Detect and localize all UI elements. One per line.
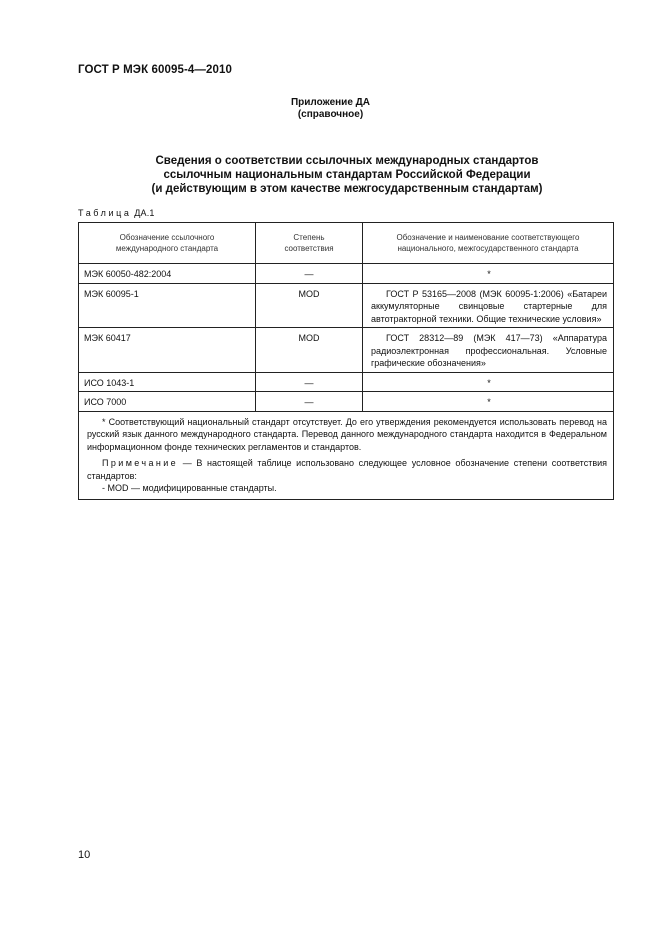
footnote-text: * Соответствующий национальный стандарт отсутствует. До его утверждения рекомендуется использовать перевод на русский язык данного международного стандарта. Перевод данного международного стандарта находится в Федеральном информационном фонде технических регламентов и стандартов. <box>87 416 607 452</box>
cell-ref: МЭК 60050-482:2004 <box>79 264 256 284</box>
appendix-subtitle: (справочное) <box>297 109 364 120</box>
table-caption-number: ДА.1 <box>134 208 155 218</box>
cell-ref: ИСО 1043-1 <box>79 372 256 392</box>
document-header: ГОСТ Р МЭК 60095-4—2010 <box>78 64 232 76</box>
table-note <box>87 457 607 482</box>
cell-national: * <box>363 392 614 412</box>
table-row <box>79 392 614 412</box>
section-title <box>0 154 661 196</box>
cell-degree: — <box>256 392 363 412</box>
table-caption <box>78 208 155 218</box>
table-footnote <box>79 411 614 499</box>
page-number: 10 <box>78 849 91 861</box>
note-item: - MOD — модифицированные стандарты. <box>102 483 277 493</box>
header-degree: Степень соответствия <box>256 223 363 264</box>
section-title-line: Сведения о соответствии ссылочных международных стандартов <box>155 155 539 167</box>
section-title-line: ссылочным национальным стандартам Российской Федерации <box>163 169 531 181</box>
table-row <box>79 264 614 284</box>
table-row <box>79 283 614 328</box>
cell-national: ГОСТ Р 53165—2008 (МЭК 60095-1:2006) «Батареи аккумуляторные свинцовые стартерные для автотракторной техники. Общие технические условия» <box>363 283 614 328</box>
section-title-line: (и действующим в этом качестве межгосударственным стандартам) <box>151 183 543 195</box>
appendix-heading <box>0 97 661 121</box>
cell-degree: — <box>256 264 363 284</box>
note-label: Примечание <box>102 458 179 468</box>
cell-degree: MOD <box>256 283 363 328</box>
cell-ref: ИСО 7000 <box>79 392 256 412</box>
cell-degree: MOD <box>256 328 363 373</box>
table-header-row <box>79 223 614 264</box>
cell-national: * <box>363 264 614 284</box>
header-national: Обозначение и наименование соответствующего национального, межгосударственного стандарта <box>363 223 614 264</box>
standards-table <box>78 222 614 500</box>
header-ref: Обозначение ссылочного международного стандарта <box>79 223 256 264</box>
cell-national: ГОСТ 28312—89 (МЭК 417—73) «Аппаратура радиоэлектронная профессиональная. Условные графические обозначения» <box>363 328 614 373</box>
table-row <box>79 328 614 373</box>
cell-ref: МЭК 60095-1 <box>79 283 256 328</box>
cell-national: * <box>363 372 614 392</box>
table-row <box>79 372 614 392</box>
table-footnote-row <box>79 411 614 499</box>
cell-degree: — <box>256 372 363 392</box>
cell-ref: МЭК 60417 <box>79 328 256 373</box>
table-caption-word: Таблица <box>78 208 132 218</box>
appendix-title: Приложение ДА <box>290 97 371 108</box>
note-text: — В настоящей таблице использовано следующее условное обозначение степени соответствия стандартов: <box>87 458 607 481</box>
